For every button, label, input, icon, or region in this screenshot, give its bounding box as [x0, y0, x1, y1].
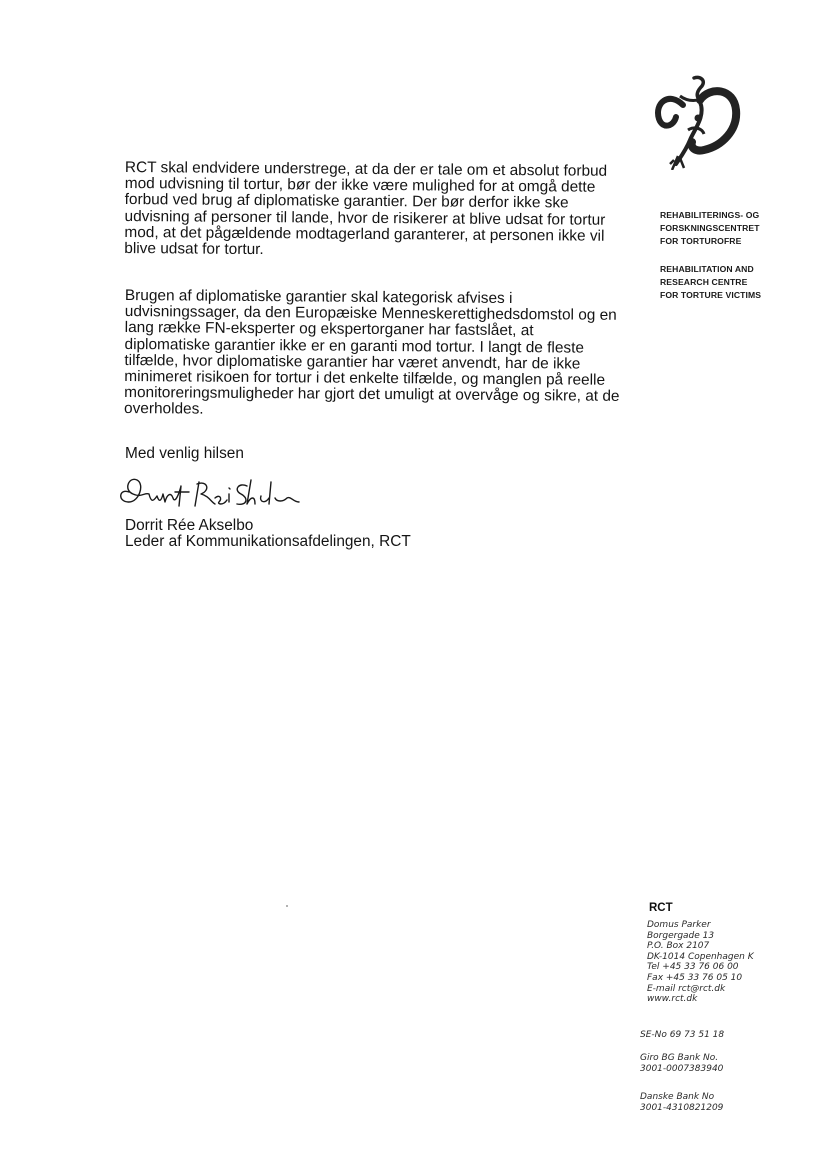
- text-line: mod, at det pågældende modtagerland garanterer, at personen ikke vil: [124, 223, 605, 245]
- handwritten-signature: [115, 472, 305, 518]
- text-line: diplomatiske garantier ikke er en garanti mod tortur. I langt de fleste: [124, 335, 585, 357]
- org-name-english-line: RESEARCH CENTRE: [660, 277, 748, 287]
- text-line: overholdes.: [123, 400, 204, 419]
- danske-label: Danske Bank No: [640, 1092, 715, 1102]
- org-name-danish-line: FORSKNINGSCENTRET: [660, 223, 760, 233]
- text-line: RCT skal endvidere understrege, at da der er tale om et absolut forbud: [124, 159, 608, 180]
- org-name-english-line: REHABILITATION AND: [660, 264, 754, 274]
- scan-speck: [286, 905, 288, 907]
- website-line: www.rct.dk: [647, 994, 698, 1005]
- giro-number: 3001-0007383940: [640, 1063, 724, 1074]
- se-number: SE-No 69 73 51 18: [640, 1030, 725, 1040]
- footer-org-name: RCT: [649, 902, 673, 914]
- email-line: E-mail rct@rct.dk: [647, 983, 726, 994]
- text-line: udvisning af personer til lande, hvor de risikerer at blive udsat for tortur: [124, 207, 606, 229]
- org-name-english-line: FOR TORTURE VICTIMS: [660, 290, 762, 300]
- org-name-danish-line: FOR TORTUROFRE: [660, 236, 742, 246]
- text-line: monitoreringsmuligheder har gjort det umuligt at overvåge og sikre, at de: [124, 384, 620, 406]
- org-name-danish-line: REHABILITERINGS- OG: [660, 210, 760, 220]
- paragraph-2: [124, 288, 620, 422]
- closing-salutation: Med venlig hilsen: [125, 445, 244, 462]
- signer-title: Leder af Kommunikationsafdelingen, RCT: [125, 533, 411, 551]
- footer-address: [647, 920, 754, 1005]
- address-line: Domus Parker: [647, 920, 711, 930]
- text-line: tilfælde, hvor diplomatiske garantier har været anvendt, har de ikke: [124, 351, 581, 373]
- rct-logo-icon: [650, 72, 742, 170]
- text-line: blive udsat for tortur.: [124, 240, 264, 259]
- text-line: mod udvisning til tortur, bør der ikke være mulighed for at omgå dette: [124, 175, 596, 196]
- danske-number: 3001-4310821209: [640, 1102, 724, 1113]
- text-line: Brugen af diplomatiske garantier skal kategorisk afvises i: [124, 287, 513, 308]
- org-name-danish: [660, 209, 810, 248]
- org-name-english: [660, 263, 810, 302]
- text-line: forbud ved brug af diplomatiske garantier. Der bør derfor ikke ske: [124, 191, 569, 212]
- danske-bank-account: [640, 1092, 723, 1113]
- fax-line: Fax +45 33 76 05 10: [647, 972, 743, 983]
- address-line: P.O. Box 2107: [647, 941, 710, 952]
- address-line: Borgergade 13: [647, 930, 715, 941]
- paragraph-1: [124, 160, 607, 261]
- text-line: minimeret risikoen for tortur i det enkelte tilfælde, og manglen på reelle: [124, 368, 606, 389]
- signer-name: Dorrit Rée Akselbo: [125, 517, 254, 534]
- signer-block: [125, 518, 411, 550]
- text-line: udvisningssager, da den Europæiske Menneskerettighedsdomstol og en: [124, 303, 617, 325]
- phone-line: Tel +45 33 76 06 00: [647, 962, 739, 973]
- text-line: lang række FN-eksperter og ekspertorganer har fastslået, at: [124, 319, 534, 340]
- giro-label: Giro BG Bank No.: [640, 1053, 719, 1063]
- giro-account: [640, 1053, 723, 1074]
- address-line: DK-1014 Copenhagen K: [647, 951, 754, 962]
